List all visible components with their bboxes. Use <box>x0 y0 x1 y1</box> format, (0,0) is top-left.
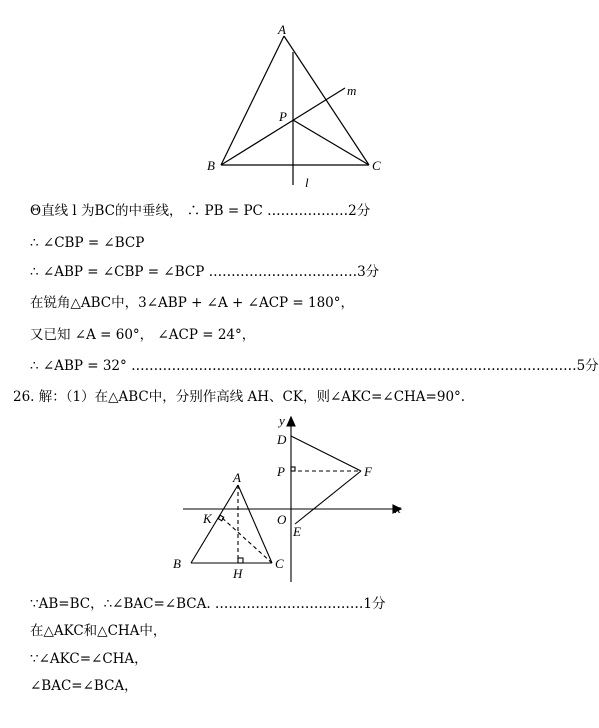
label-D: D <box>277 432 287 447</box>
proof-line-2: ∴ ∠CBP = ∠BCP <box>30 235 145 251</box>
label-C: C <box>372 158 381 173</box>
proof-line-8: 在△AKC和△CHA中， <box>30 623 167 639</box>
proof-line-7: ∵AB=BC，∴∠BAC=∠BCA. ……………………………1分 <box>30 596 386 612</box>
segment-AC <box>238 485 272 563</box>
segment-CK <box>220 516 272 563</box>
label-H: H <box>233 566 243 581</box>
label-B: B <box>173 556 181 571</box>
label-K: K <box>203 511 212 526</box>
proof-line-5: 又已知 ∠A = 60°， ∠ACP = 24°， <box>30 327 256 343</box>
proof-line-3: ∴ ∠ABP = ∠CBP = ∠BCP ……………………………3分 <box>30 264 380 280</box>
proof-line-10: ∠BAC=∠BCA， <box>30 678 138 694</box>
label-l: l <box>305 175 309 190</box>
y-axis-arrow <box>287 417 295 426</box>
segment-PC <box>293 120 369 165</box>
segment-AC <box>284 36 369 165</box>
label-O: O <box>277 512 287 527</box>
label-B: B <box>207 158 215 173</box>
segment-AB <box>191 485 238 563</box>
right-angle-H <box>238 558 243 563</box>
right-angle-P <box>291 467 295 471</box>
label-m: m <box>347 83 357 98</box>
figure-1-triangle <box>195 22 395 192</box>
label-F: F <box>364 464 372 479</box>
label-C: C <box>275 556 284 571</box>
problem-26-heading: 26. 解：（1）在△ABC中，分别作高线 AH、CK，则∠AKC=∠CHA=90°. <box>13 389 466 405</box>
proof-line-4: 在锐角△ABC中，3∠ABP + ∠A + ∠ACP = 180°， <box>30 295 355 311</box>
proof-line-1: Θ直线 l 为BC的中垂线， ∴ PB = PC ………………2分 <box>30 203 371 219</box>
segment-FE <box>295 471 361 524</box>
label-E: E <box>293 524 301 539</box>
label-P: P <box>277 464 285 479</box>
label-A: A <box>233 470 241 485</box>
label-A: A <box>278 22 286 37</box>
label-P: P <box>279 109 287 124</box>
segment-DF <box>291 436 361 471</box>
figure-2-coordinate <box>165 412 410 587</box>
label-y: y <box>279 413 285 428</box>
label-x: x <box>395 501 401 516</box>
proof-line-9: ∵∠AKC=∠CHA， <box>30 651 148 667</box>
proof-line-6: ∴ ∠ABP = 32° ………………………………………………………………………………………5分 <box>30 358 599 374</box>
